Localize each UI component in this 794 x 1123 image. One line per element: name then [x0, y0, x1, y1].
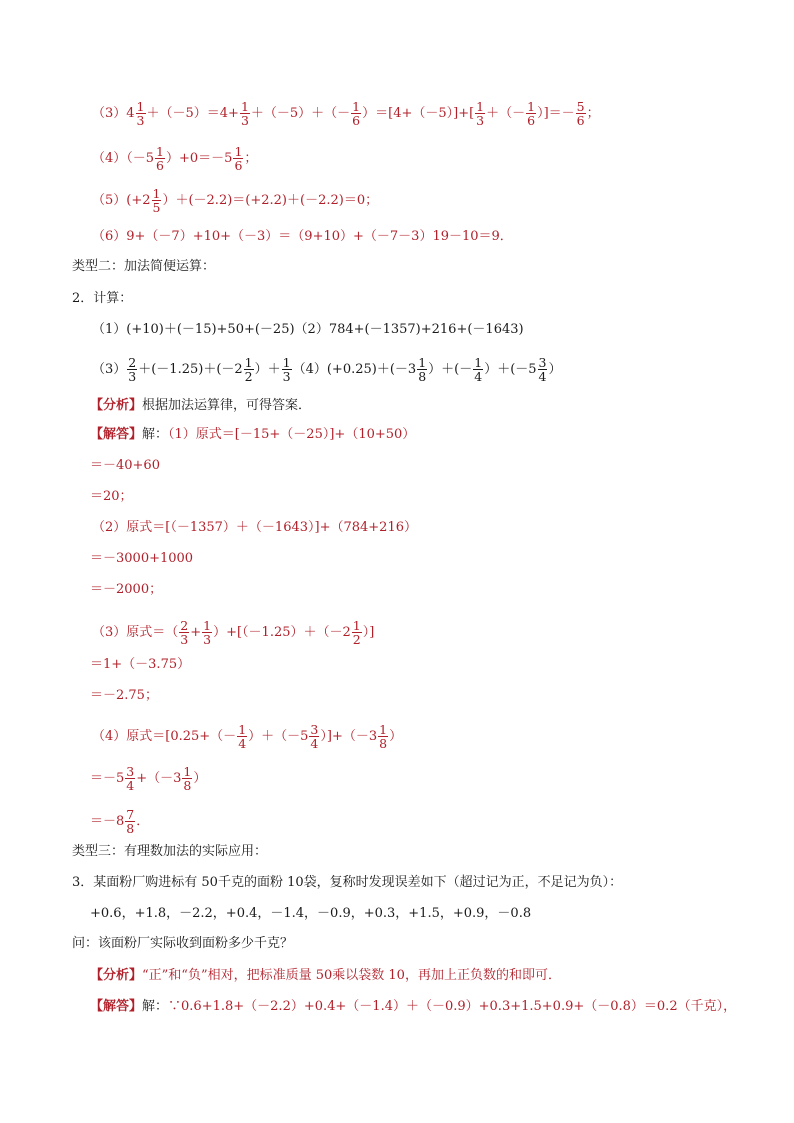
fraction	[352, 619, 362, 646]
numerator: 1	[234, 144, 243, 159]
section-tag: 【解答】	[90, 427, 143, 442]
section-tag: 【分析】	[90, 968, 143, 983]
text-run: ＝－2000；	[90, 582, 163, 597]
text-run: ∵0.6+1.8+（－2.2）+0.4+（－1.4）＋（－0.9）+0.3+1.5+0.9+（－0.8）＝0.2（千克），	[168, 999, 737, 1014]
numerator: 1	[156, 144, 164, 159]
text-line	[92, 228, 513, 246]
text-run: ＋(－1.25)＋(－2	[138, 362, 243, 377]
numerator: 1	[527, 99, 536, 114]
text-run: ＝－40+60	[90, 458, 160, 473]
text-run: ）	[548, 362, 562, 377]
text-line	[92, 187, 378, 214]
denominator: 3	[128, 369, 137, 384]
fraction	[473, 356, 483, 383]
text-line	[90, 967, 561, 985]
numerator: 1	[136, 99, 145, 114]
denominator: 4	[126, 778, 135, 793]
denominator: 3	[203, 632, 212, 647]
text-line	[90, 687, 158, 705]
text-run: ＝1+（－3.75）	[90, 657, 191, 672]
fraction	[233, 145, 243, 172]
text-run: ）]	[362, 625, 375, 640]
denominator: 8	[183, 778, 192, 793]
text-run: ＝－8	[90, 814, 125, 829]
numerator: 1	[379, 722, 388, 737]
text-line	[92, 519, 417, 537]
fraction	[538, 356, 548, 383]
fraction	[526, 100, 536, 127]
numerator: 3	[126, 764, 135, 779]
denominator: 4	[538, 369, 547, 384]
text-line	[92, 619, 374, 646]
denominator: 6	[352, 113, 361, 128]
text-line	[72, 935, 293, 953]
text-line	[92, 145, 257, 172]
text-run: +	[190, 625, 202, 640]
fraction	[182, 765, 192, 792]
text-run: 解：	[142, 427, 169, 442]
numerator: 1	[352, 99, 361, 114]
numerator: 1	[240, 99, 249, 114]
text-run: ）+0＝－5	[166, 151, 233, 166]
text-line	[90, 808, 149, 835]
text-run: （4）原式＝[0.25+（－	[92, 729, 237, 744]
text-run: ；	[244, 151, 258, 166]
text-run: （5）(+2	[92, 193, 151, 208]
text-run: +（－3	[136, 771, 182, 786]
fraction	[179, 619, 189, 646]
text-run: （3）	[92, 362, 127, 377]
text-run: （1）原式＝[－15+（－25）]+（10+50）	[168, 427, 416, 442]
denominator: 8	[418, 369, 427, 384]
text-run: （4）(+0.25)＋(－3	[292, 362, 417, 377]
text-run: ＋（－5）＝4+	[146, 106, 239, 121]
numerator: 2	[180, 618, 189, 633]
text-line	[90, 905, 531, 923]
text-run: 根据加法运算律，可得答案．	[142, 398, 312, 413]
text-line	[90, 656, 190, 674]
numerator: 3	[310, 722, 319, 737]
numerator: 1	[183, 764, 192, 779]
text-line	[92, 100, 600, 127]
text-run: （4）（－5	[92, 151, 155, 166]
text-line	[92, 356, 562, 383]
text-line	[90, 457, 160, 475]
fraction	[309, 723, 319, 750]
text-line	[92, 723, 402, 750]
denominator: 2	[244, 369, 253, 384]
text-line	[92, 321, 524, 339]
fraction	[240, 100, 250, 127]
text-run: 问：该面粉厂实际收到面粉多少千克？	[72, 936, 294, 951]
denominator: 3	[180, 632, 189, 647]
text-run: ＝－2.75；	[90, 688, 158, 703]
denominator: 2	[352, 632, 361, 647]
text-run: 解：	[142, 999, 169, 1014]
text-run: （3）原式＝（	[92, 625, 179, 640]
text-run: ）＋(－	[428, 362, 473, 377]
denominator: 4	[474, 369, 483, 384]
numerator: 1	[203, 618, 212, 633]
fraction	[202, 619, 212, 646]
text-run: ＝－5	[90, 771, 125, 786]
fraction	[475, 100, 485, 127]
denominator: 6	[576, 113, 585, 128]
text-line	[90, 426, 415, 444]
fraction	[378, 723, 388, 750]
text-run: ＋（－	[486, 106, 526, 121]
text-run: （6）9+（－7）+10+（－3）＝（9+10）+（－7－3）19－10＝9．	[92, 229, 513, 244]
fraction	[576, 100, 586, 127]
text-line	[90, 550, 193, 568]
text-line	[90, 998, 736, 1016]
numerator: 1	[152, 186, 161, 201]
section-tag: 【分析】	[90, 398, 143, 413]
text-line	[90, 488, 133, 506]
fraction	[127, 356, 137, 383]
denominator: 3	[476, 113, 485, 128]
denominator: 5	[152, 200, 161, 215]
text-run: ＝20；	[90, 489, 133, 504]
fraction	[244, 356, 254, 383]
numerator: 1	[418, 355, 427, 370]
text-line	[72, 874, 622, 892]
numerator: 1	[474, 355, 483, 370]
text-line	[72, 290, 132, 308]
numerator: 1	[244, 355, 253, 370]
text-run: ＋（－5）＋（－	[250, 106, 351, 121]
text-run: ）＋(－2.2)＝(+2.2)＋(－2.2)＝0；	[162, 193, 379, 208]
fraction	[136, 100, 146, 127]
text-run: ）	[193, 771, 207, 786]
numerator: 2	[128, 355, 137, 370]
denominator: 8	[379, 736, 388, 751]
denominator: 6	[527, 113, 536, 128]
numerator: 1	[352, 618, 361, 633]
denominator: 3	[240, 113, 249, 128]
denominator: 4	[310, 736, 319, 751]
numerator: 7	[126, 807, 135, 822]
section-tag: 【解答】	[90, 999, 143, 1014]
denominator: 3	[136, 113, 145, 128]
fraction	[282, 356, 292, 383]
numerator: 1	[476, 99, 485, 114]
text-run: ）＋(－5	[484, 362, 537, 377]
text-run: ）	[389, 729, 403, 744]
numerator: 1	[238, 722, 247, 737]
text-run: 2．计算：	[72, 291, 133, 306]
denominator: 8	[126, 821, 135, 836]
fraction	[155, 145, 165, 172]
text-run: “正”和“负”相对，把标准质量 50乘以袋数 10，再加上正负数的和即可．	[142, 968, 561, 983]
text-run: 3．某面粉厂购进标有 50千克的面粉 10袋，复称时发现误差如下（超过记为正，不足记为负）：	[72, 875, 623, 890]
text-run: +0.6，+1.8，－2.2，+0.4，－1.4，－0.9，+0.3，+1.5，+0.9，－0.8	[90, 906, 532, 921]
text-run: （3）4	[92, 106, 135, 121]
text-line	[90, 397, 311, 415]
text-run: ＝－3000+1000	[90, 551, 194, 566]
numerator: 5	[576, 99, 585, 114]
text-run: ）+[（－1.25）＋（－2	[213, 625, 351, 640]
text-run: 类型二：加法简便运算：	[72, 259, 216, 274]
text-run: （1）(+10)＋(－15)+50+(－25)（2）784+(－1357)+216+(－1643)	[92, 322, 524, 337]
text-run: 类型三：有理数加法的实际应用：	[72, 844, 268, 859]
text-run: （2）原式＝[（－1357）＋（－1643）]+（784+216）	[92, 520, 417, 535]
text-line	[72, 843, 267, 861]
numerator: 3	[538, 355, 547, 370]
fraction	[417, 356, 427, 383]
denominator: 6	[156, 158, 164, 173]
text-run: ）＋	[254, 362, 281, 377]
text-run: ）]+（－3	[320, 729, 378, 744]
fraction	[125, 765, 135, 792]
text-run: ；	[586, 106, 600, 121]
text-line	[90, 581, 162, 599]
text-run: ）＝[4+（－5）]+[	[362, 106, 475, 121]
denominator: 3	[282, 369, 291, 384]
fraction	[237, 723, 247, 750]
numerator: 1	[282, 355, 291, 370]
text-run: ．	[136, 814, 150, 829]
denominator: 6	[234, 158, 243, 173]
denominator: 4	[238, 736, 247, 751]
text-run: ）]＝－	[537, 106, 575, 121]
text-line	[90, 765, 206, 792]
fraction	[351, 100, 361, 127]
fraction	[125, 808, 135, 835]
text-line	[72, 258, 215, 276]
fraction	[152, 187, 162, 214]
text-run: ）＋（－5	[248, 729, 309, 744]
